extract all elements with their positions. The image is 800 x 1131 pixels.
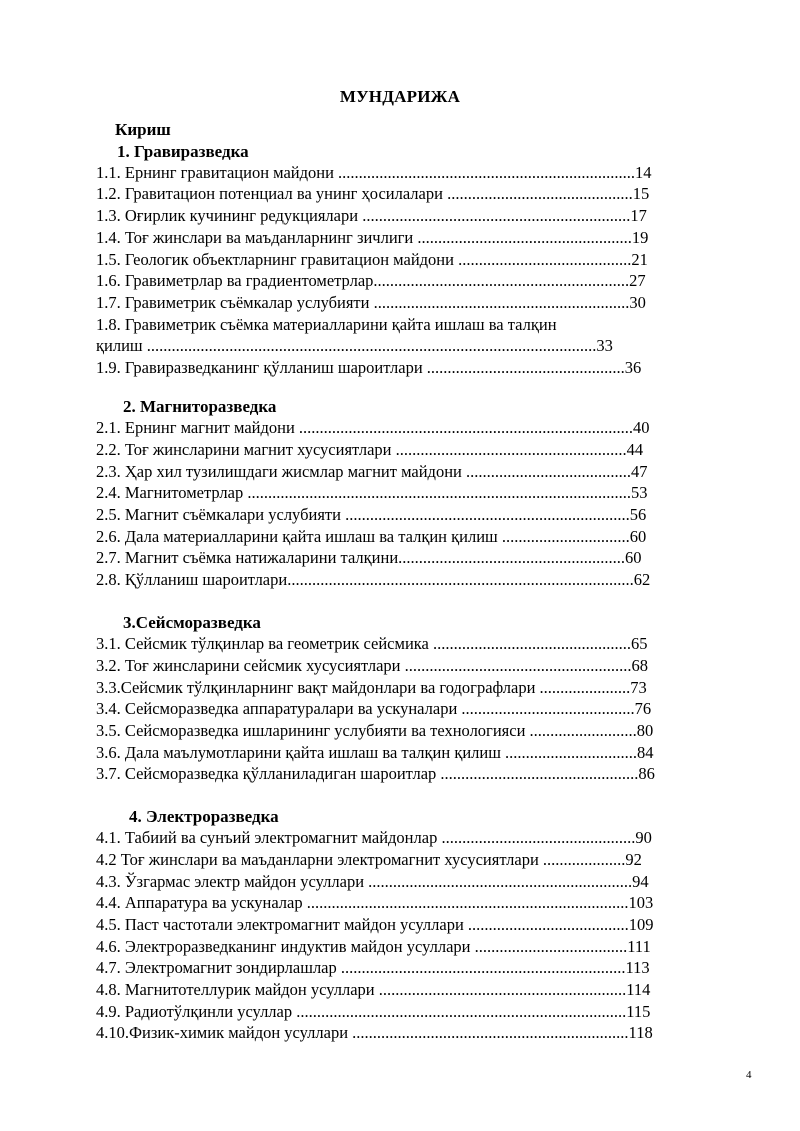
toc-entry: 1.1. Ернинг гравитацион майдони ........................................................................14 — [96, 163, 652, 182]
section-heading-2: 2. Магниторазведка — [123, 397, 277, 416]
toc-entry: 1.4. Тоғ жинслари ва маъданларнинг зичлиги ....................................................19 — [96, 228, 649, 247]
toc-entry: 2.2. Тоғ жинсларини магнит хусусиятлари ........................................................44 — [96, 440, 644, 459]
toc-entry: 1.6. Гравиметрлар ва градиентометрлар..............................................................27 — [96, 271, 646, 290]
toc-entry: 1.9. Гравиразведканинг қўлланиш шароитлари ................................................36 — [96, 358, 642, 377]
toc-entry: 2.3. Ҳар хил тузилишдаги жисмлар магнит майдони ........................................47 — [96, 462, 648, 481]
intro-heading: Кириш — [115, 120, 171, 139]
toc-entry: 3.6. Дала маълумотларини қайта ишлаш ва талқин қилиш ................................84 — [96, 743, 654, 762]
section-heading-4: 4. Электроразведка — [129, 807, 279, 826]
toc-entry: 4.10.Физик-химик майдон усуллари ...................................................................118 — [96, 1023, 653, 1042]
toc-entry: 3.1. Сейсмик тўлқинлар ва геометрик сейсмика ................................................65 — [96, 634, 648, 653]
toc-entry: 3.4. Сейсморазведка аппаратуралари ва ускуналари ..........................................76 — [96, 699, 652, 718]
toc-entry: 2.7. Магнит съёмка натижаларини талқини.......................................................60 — [96, 548, 642, 567]
page-number: 4 — [746, 1069, 752, 1081]
page-title: МУНДАРИЖА — [339, 87, 461, 106]
toc-entry: 1.7. Гравиметрик съёмкалар услубияти ..............................................................30 — [96, 293, 646, 312]
toc-entry: 3.2. Тоғ жинсларини сейсмик хусусиятлари .......................................................68 — [96, 656, 648, 675]
toc-entry: 1.8. Гравиметрик съёмка материалларини қайта ишлаш ва талқин — [96, 315, 557, 334]
toc-entry: 4.8. Магнитотеллурик майдон усуллари ............................................................114 — [96, 980, 651, 999]
toc-entry: 4.6. Электроразведканинг индуктив майдон усуллари .....................................111 — [96, 937, 651, 956]
toc-entry: 4.4. Аппаратура ва ускуналар ..............................................................................103 — [96, 893, 654, 912]
toc-entry: 2.4. Магнитометрлар .............................................................................................53 — [96, 483, 648, 502]
toc-entry: 1.3. Оғирлик кучининг редукциялари .................................................................17 — [96, 206, 647, 225]
toc-entry: 2.5. Магнит съёмкалари услубияти .....................................................................56 — [96, 505, 647, 524]
toc-entry: 4.1. Табиий ва сунъий электромагнит майдонлар ...............................................90 — [96, 828, 652, 847]
toc-entry: 3.7. Сейсморазведка қўлланиладиган шароитлар ................................................86 — [96, 764, 655, 783]
toc-entry: 4.7. Электромагнит зондирлашлар .....................................................................113 — [96, 958, 650, 977]
toc-entry: 3.3.Сейсмик тўлқинларнинг вақт майдонлари ва годографлари ......................73 — [96, 678, 647, 697]
section-heading-3: 3.Сейсморазведка — [123, 613, 261, 632]
toc-entry: 1.5. Геологик объектларнинг гравитацион майдони ..........................................21 — [96, 250, 648, 269]
toc-entry: 2.8. Қўлланиш шароитлари....................................................................................62 — [96, 570, 651, 589]
toc-entry: 2.6. Дала материалларини қайта ишлаш ва талқин қилиш ...............................60 — [96, 527, 647, 546]
section-heading-1: 1. Гравиразведка — [117, 142, 249, 161]
toc-entry: 1.2. Гравитацион потенциал ва унинг ҳосилалари .............................................15 — [96, 184, 650, 203]
toc-entry: 4.2 Тоғ жинслари ва маъданларни электромагнит хусусиятлари ....................92 — [96, 850, 642, 869]
toc-entry: 4.5. Паст частотали электромагнит майдон усуллари .......................................109 — [96, 915, 654, 934]
toc-entry: 4.3. Ўзгармас электр майдон усуллари ................................................................94 — [96, 872, 649, 891]
toc-entry: 4.9. Радиотўлқинли усуллар ................................................................................115 — [96, 1002, 651, 1021]
toc-entry: қилиш .............................................................................................................33 — [96, 336, 613, 355]
toc-entry: 2.1. Ернинг магнит майдони .................................................................................40 — [96, 418, 650, 437]
toc-entry: 3.5. Сейсморазведка ишларининг услубияти ва технологияси ..........................80 — [96, 721, 654, 740]
